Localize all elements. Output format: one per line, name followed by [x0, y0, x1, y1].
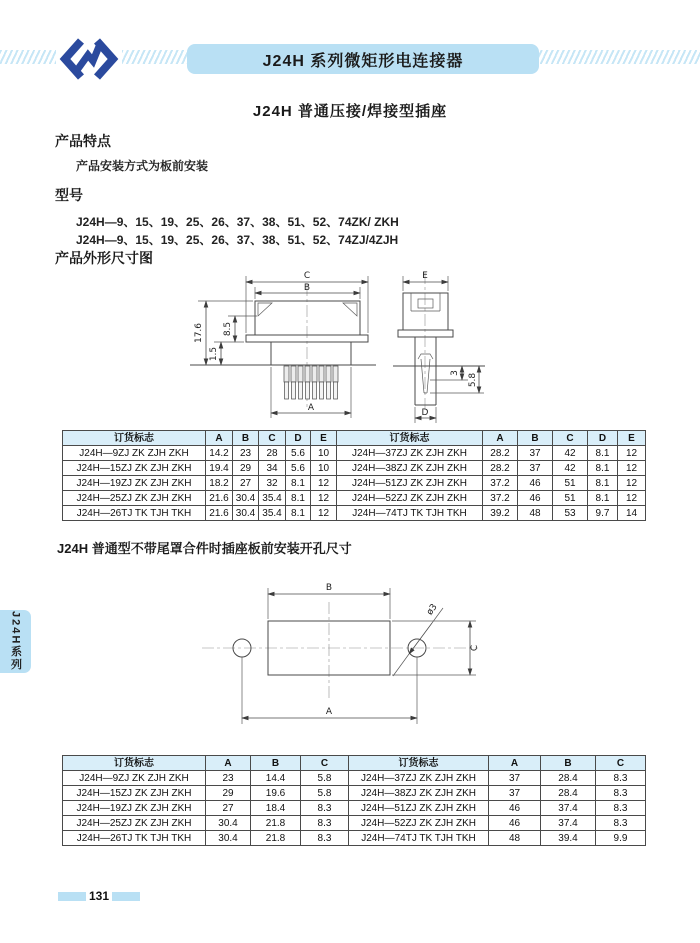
table-row	[63, 801, 646, 816]
table-cell: J24H—51ZJ ZK ZJH ZKH	[349, 801, 489, 816]
dim-label-pin-short: 3	[450, 370, 460, 376]
column-header: A	[489, 756, 541, 771]
table-cell: 10	[311, 461, 337, 476]
table-cell: 37.2	[483, 491, 518, 506]
column-header: D	[286, 431, 311, 446]
table-cell: 5.8	[301, 786, 349, 801]
table-cell: 37.2	[483, 476, 518, 491]
dim-label-c2: C	[470, 644, 480, 652]
outline-dimensions-table	[62, 430, 646, 521]
dim-label-total-height: 17.6	[194, 322, 204, 344]
table-cell: 8.3	[596, 816, 646, 831]
table-cell: 46	[489, 801, 541, 816]
table-cell: J24H—38ZJ ZK ZJH ZKH	[337, 461, 483, 476]
table-cell: 8.1	[286, 491, 311, 506]
table-cell: J24H—15ZJ ZK ZJH ZKH	[63, 461, 206, 476]
column-header: E	[311, 431, 337, 446]
table-cell: 35.4	[259, 506, 286, 521]
dim-label-flange: 1.5	[209, 346, 219, 362]
table-cell: 19.6	[251, 786, 301, 801]
table-cell: J24H—51ZJ ZK ZJH ZKH	[337, 476, 483, 491]
column-header: A	[206, 756, 251, 771]
table-cell: 21.8	[251, 816, 301, 831]
series-title: J24H 系列微矩形电连接器	[262, 52, 464, 70]
table-cell: 5.6	[286, 461, 311, 476]
table-cell: 8.1	[588, 446, 618, 461]
hole-diameter-label: ø3	[425, 602, 440, 618]
table-cell: 19.4	[206, 461, 233, 476]
table-cell: 23	[233, 446, 259, 461]
column-header: 订货标志	[63, 431, 206, 446]
table-cell: 37	[489, 771, 541, 786]
table-row	[63, 771, 646, 786]
table-cell: J24H—52ZJ ZK ZJH ZKH	[337, 491, 483, 506]
table-cell: 30.4	[233, 506, 259, 521]
page-number: 131	[89, 889, 110, 903]
table-cell: 8.3	[301, 801, 349, 816]
table-cell: J24H—52ZJ ZK ZJH ZKH	[349, 816, 489, 831]
table-cell: 29	[233, 461, 259, 476]
table-cell: 34	[259, 461, 286, 476]
table-cell: 27	[206, 801, 251, 816]
column-header: 订货标志	[63, 756, 206, 771]
table-cell: 8.3	[596, 801, 646, 816]
page-title: J24H 普通压接/焊接型插座	[252, 103, 448, 120]
table-cell: 9.9	[596, 831, 646, 846]
column-header: C	[596, 756, 646, 771]
table-cell: 12	[618, 491, 646, 506]
table-row	[63, 786, 646, 801]
column-header: B	[541, 756, 596, 771]
table-cell: 18.2	[206, 476, 233, 491]
table-cell: 14.2	[206, 446, 233, 461]
table-cell: 39.4	[541, 831, 596, 846]
table-row	[63, 831, 646, 846]
table-row	[63, 476, 646, 491]
brand-logo-icon	[59, 35, 119, 83]
series-side-tab: J24H系列	[0, 610, 31, 673]
table-cell: 12	[311, 476, 337, 491]
dim-label-pin-long: 5.8	[468, 372, 478, 388]
model-line-1: J24H—9、15、19、25、26、37、38、51、52、74ZK/ ZKH	[76, 215, 399, 229]
table-cell: 10	[311, 446, 337, 461]
column-header: C	[301, 756, 349, 771]
table-cell: 8.3	[301, 831, 349, 846]
table-cell: 48	[489, 831, 541, 846]
column-header: D	[588, 431, 618, 446]
table-cell: 51	[553, 491, 588, 506]
table-cell: 8.1	[588, 461, 618, 476]
table-cell: 28.2	[483, 461, 518, 476]
table-cell: 23	[206, 771, 251, 786]
table-cell: 8.1	[286, 476, 311, 491]
table-cell: 18.4	[251, 801, 301, 816]
outline-drawing	[178, 260, 503, 430]
table-row	[63, 446, 646, 461]
table-row	[63, 816, 646, 831]
table-cell: 32	[259, 476, 286, 491]
table-row	[63, 461, 646, 476]
footer-left-block	[58, 892, 86, 901]
table-cell: 46	[489, 816, 541, 831]
brand-logo	[56, 34, 122, 84]
table-cell: 12	[618, 476, 646, 491]
table-cell: 29	[206, 786, 251, 801]
model-line-2: J24H—9、15、19、25、26、37、38、51、52、74ZJ/4ZJH	[76, 233, 399, 247]
table-cell: J24H—74TJ TK TJH TKH	[349, 831, 489, 846]
table-cell: 8.3	[301, 816, 349, 831]
cutout-dimensions-table	[62, 755, 646, 846]
table-cell: J24H—19ZJ ZK ZJH ZKH	[63, 476, 206, 491]
table-cell: J24H—9ZJ ZK ZJH ZKH	[63, 771, 206, 786]
table-cell: 8.3	[596, 786, 646, 801]
table-cell: J24H—26TJ TK TJH TKH	[63, 506, 206, 521]
dim-label-d: D	[421, 408, 429, 418]
table-cell: 28	[259, 446, 286, 461]
column-header: A	[483, 431, 518, 446]
dim-label-a2: A	[325, 707, 333, 717]
table-cell: 28.4	[541, 786, 596, 801]
table-cell: 8.1	[588, 476, 618, 491]
models-heading: 型号	[55, 187, 83, 203]
table-cell: 37	[518, 446, 553, 461]
cutout-drawing	[180, 578, 500, 743]
column-header: B	[518, 431, 553, 446]
table-cell: J24H—19ZJ ZK ZJH ZKH	[63, 801, 206, 816]
table-cell: 30.4	[206, 831, 251, 846]
table-cell: 8.1	[588, 491, 618, 506]
column-header: 订货标志	[337, 431, 483, 446]
table-cell: 8.1	[286, 506, 311, 521]
table-cell: 21.6	[206, 491, 233, 506]
table-cell: J24H—38ZJ ZK ZJH ZKH	[349, 786, 489, 801]
table-cell: 46	[518, 491, 553, 506]
header-banner	[187, 44, 539, 74]
dim-label-e: E	[422, 271, 428, 281]
features-heading: 产品特点	[55, 133, 111, 149]
table-cell: 14	[618, 506, 646, 521]
table-cell: 42	[553, 461, 588, 476]
table-cell: 30.4	[233, 491, 259, 506]
dim-label-a: A	[307, 403, 315, 413]
table-cell: J24H—74TJ TK TJH TKH	[337, 506, 483, 521]
table-cell: J24H—15ZJ ZK ZJH ZKH	[63, 786, 206, 801]
column-header: A	[206, 431, 233, 446]
table-cell: 53	[553, 506, 588, 521]
column-header: C	[259, 431, 286, 446]
table-cell: 48	[518, 506, 553, 521]
table-cell: J24H—37ZJ ZK ZJH ZKH	[349, 771, 489, 786]
column-header: B	[251, 756, 301, 771]
dim-label-b2: B	[325, 583, 333, 593]
cutout-heading: J24H 普通型不带尾罩合件时插座板前安装开孔尺寸	[57, 541, 352, 556]
table-header-row	[63, 431, 646, 446]
dim-label-shell-height: 8.5	[223, 321, 233, 337]
table-cell: 9.7	[588, 506, 618, 521]
table-cell: J24H—26TJ TK TJH TKH	[63, 831, 206, 846]
table-cell: J24H—37ZJ ZK ZJH ZKH	[337, 446, 483, 461]
table-cell: 21.6	[206, 506, 233, 521]
table-cell: 46	[518, 476, 553, 491]
table-cell: 28.4	[541, 771, 596, 786]
column-header: E	[618, 431, 646, 446]
column-header: C	[553, 431, 588, 446]
table-cell: 37.4	[541, 801, 596, 816]
table-cell: 14.4	[251, 771, 301, 786]
table-cell: 5.8	[301, 771, 349, 786]
table-cell: J24H—25ZJ ZK ZJH ZKH	[63, 491, 206, 506]
table-row	[63, 491, 646, 506]
dim-label-b: B	[303, 283, 311, 293]
table-cell: 27	[233, 476, 259, 491]
table-cell: 12	[618, 446, 646, 461]
table-cell: 42	[553, 446, 588, 461]
table-cell: 8.3	[596, 771, 646, 786]
table-cell: 5.6	[286, 446, 311, 461]
table-cell: J24H—9ZJ ZK ZJH ZKH	[63, 446, 206, 461]
table-cell: 12	[618, 461, 646, 476]
outline-heading: 产品外形尺寸图	[55, 250, 153, 266]
table-cell: 37.4	[541, 816, 596, 831]
features-text: 产品安装方式为板前安装	[76, 159, 209, 173]
table-row	[63, 506, 646, 521]
table-cell: J24H—25ZJ ZK ZJH ZKH	[63, 816, 206, 831]
table-cell: 37	[489, 786, 541, 801]
table-cell: 35.4	[259, 491, 286, 506]
table-cell: 28.2	[483, 446, 518, 461]
table-cell: 30.4	[206, 816, 251, 831]
footer-right-block	[112, 892, 140, 901]
table-cell: 21.8	[251, 831, 301, 846]
page-footer	[58, 889, 140, 903]
table-cell: 12	[311, 506, 337, 521]
table-header-row	[63, 756, 646, 771]
table-cell: 51	[553, 476, 588, 491]
column-header: B	[233, 431, 259, 446]
column-header: 订货标志	[349, 756, 489, 771]
table-cell: 39.2	[483, 506, 518, 521]
dim-label-c: C	[303, 271, 311, 281]
table-cell: 37	[518, 461, 553, 476]
table-cell: 12	[311, 491, 337, 506]
